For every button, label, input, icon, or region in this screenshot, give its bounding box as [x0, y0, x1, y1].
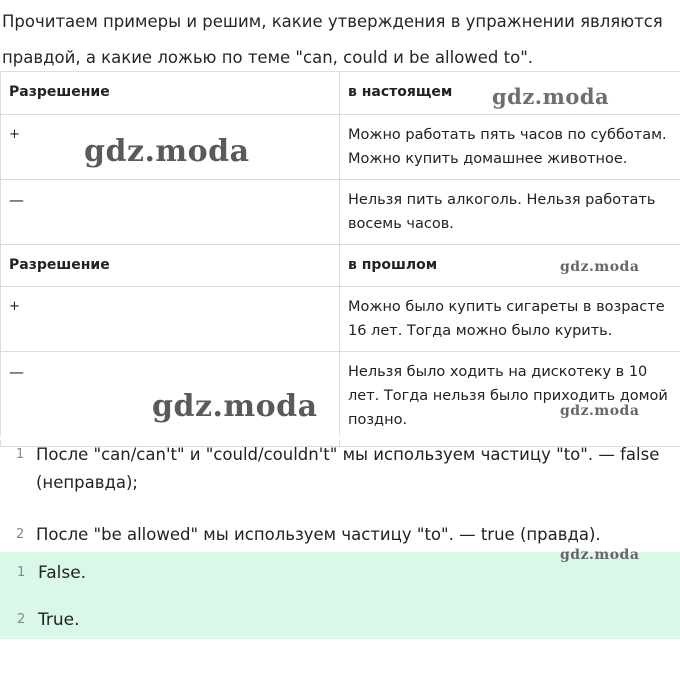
table-row [1, 287, 680, 352]
table-cell: Можно было купить сигареты в возрасте 16 лет. Тогда можно было курить. [340, 287, 680, 352]
list-item-text: После "be allowed" мы используем частицу "to". — true (правда). [36, 525, 601, 544]
list-item [0, 521, 680, 549]
table-row [1, 180, 680, 245]
table-cell-sign: + [1, 115, 340, 180]
answer-number: 1 [17, 565, 26, 580]
watermark: gdz.moda [492, 84, 610, 109]
watermark: gdz.moda [84, 134, 250, 169]
table-cell-sign: — [1, 180, 340, 245]
answer-text: True. [38, 610, 80, 630]
table-cell: Нельзя пить алкоголь. Нельзя работать восемь часов. [340, 180, 680, 245]
table-header-cell: в прошлом [340, 245, 680, 287]
list-number: 1 [16, 447, 25, 462]
intro-paragraph: Прочитаем примеры и решим, какие утверждения в упражнении являются правдой, а какие ложью по теме "can, could и be allowed to". [2, 12, 663, 67]
answer-item [0, 559, 86, 587]
table-cell: Нельзя было ходить на дискотеку в 10 лет. Тогда нельзя было приходить домой поздно. [340, 352, 680, 447]
table-header-cell: Разрешение [1, 245, 340, 287]
answer-block [0, 552, 680, 639]
table-cell: Можно работать пять часов по субботам. Можно купить домашнее животное. [340, 115, 680, 180]
watermark: gdz.moda [152, 389, 318, 424]
watermark: gdz.moda [560, 259, 640, 275]
table-header-cell: в настоящем [340, 72, 680, 115]
watermark: gdz.moda [560, 403, 640, 419]
table-fade [0, 432, 680, 440]
answer-item [0, 606, 80, 634]
list-item [0, 441, 680, 513]
list-item-text: После "can/can't" и "could/couldn't" мы используем частицу "to". — false (неправда); [36, 445, 660, 492]
table-header-cell: Разрешение [1, 72, 340, 115]
answer-number: 2 [17, 612, 26, 627]
table-cell-sign: + [1, 287, 340, 352]
table-cell-sign: — [1, 352, 340, 447]
explanation-list [0, 441, 680, 549]
answer-text: False. [38, 563, 87, 583]
watermark: gdz.moda [560, 547, 640, 563]
list-number: 2 [16, 527, 25, 542]
